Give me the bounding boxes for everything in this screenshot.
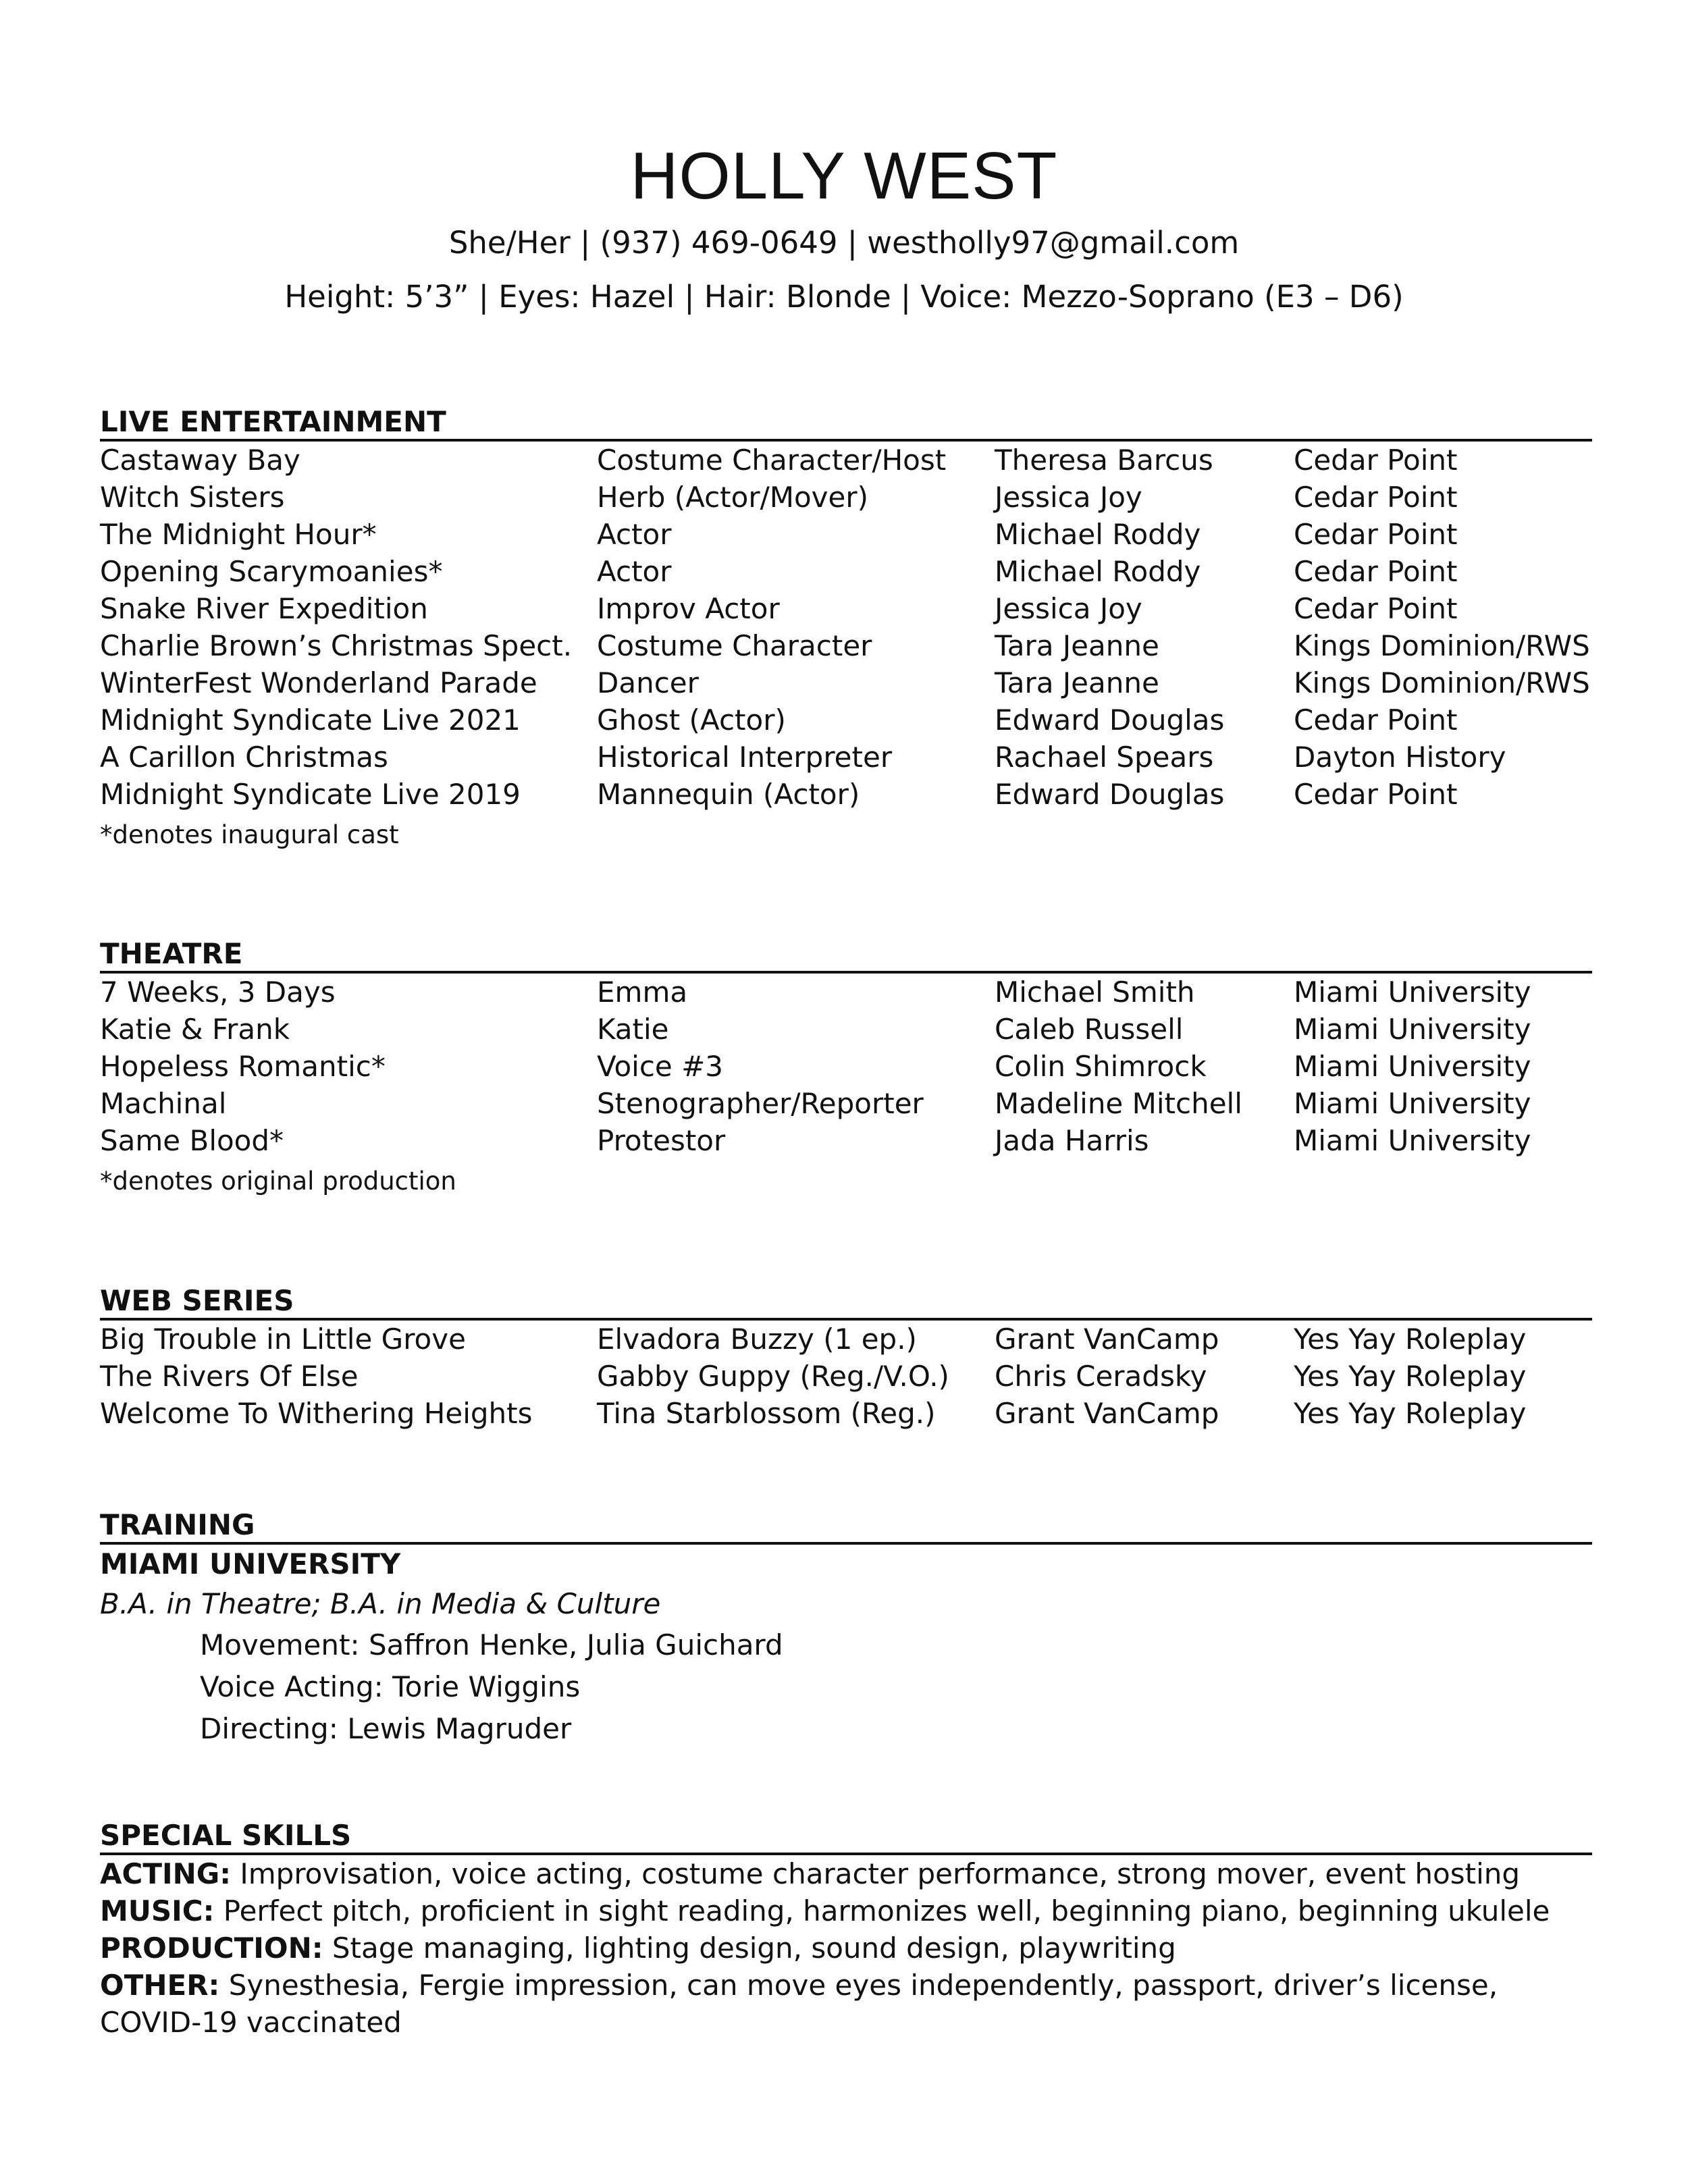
role-cell: Elvadora Buzzy (1 ep.) (597, 1323, 917, 1356)
section-heading: SPECIAL SKILLS (100, 1819, 1592, 1855)
venue-cell: Cedar Point (1294, 481, 1458, 514)
section-heading: WEB SERIES (100, 1284, 1592, 1321)
role-cell: Herb (Actor/Mover) (597, 481, 869, 514)
skill-text: Perfect pitch, proficient in sight reading, harmonizes well, beginning piano, beginning ukulele (214, 1894, 1550, 1927)
table-row (100, 1085, 1592, 1122)
venue-cell: Miami University (1294, 976, 1531, 1009)
director-cell: Jessica Joy (995, 481, 1142, 514)
production-cell: Hopeless Romantic* (100, 1050, 386, 1083)
training-item: Directing: Lewis Magruder (200, 1712, 572, 1745)
table-row (100, 664, 1592, 701)
contact-line: She/Her | (937) 469-0649 | westholly97@gmail.com (448, 225, 1240, 261)
role-cell: Costume Character/Host (597, 444, 947, 477)
special-skills-section (100, 1819, 1592, 2041)
theatre-table (100, 974, 1592, 1159)
venue-cell: Yes Yay Roleplay (1294, 1360, 1527, 1393)
role-cell: Actor (597, 555, 672, 588)
table-row (100, 516, 1592, 553)
venue-cell: Cedar Point (1294, 778, 1458, 811)
role-cell: Dancer (597, 666, 699, 699)
table-row (100, 1395, 1592, 1432)
production-cell: 7 Weeks, 3 Days (100, 976, 336, 1009)
role-cell: Actor (597, 518, 672, 551)
skill-label: OTHER: (100, 1969, 220, 2002)
director-cell: Michael Roddy (995, 555, 1201, 588)
production-cell: Charlie Brown’s Christmas Spect. (100, 629, 573, 662)
venue-cell: Miami University (1294, 1124, 1531, 1157)
venue-cell: Kings Dominion/RWS (1294, 629, 1590, 662)
training-section (100, 1508, 1592, 1750)
role-cell: Ghost (Actor) (597, 703, 786, 737)
skill-line (100, 1855, 1592, 1892)
production-cell: Katie & Frank (100, 1013, 290, 1046)
production-cell: Opening Scarymoanies* (100, 555, 443, 588)
director-cell: Tara Jeanne (995, 629, 1159, 662)
table-row (100, 1321, 1592, 1358)
production-cell: The Rivers Of Else (100, 1360, 359, 1393)
table-row (100, 1011, 1592, 1048)
role-cell: Historical Interpreter (597, 741, 893, 774)
role-cell: Improv Actor (597, 592, 780, 625)
table-row (100, 553, 1592, 590)
section-heading: TRAINING (100, 1508, 1592, 1545)
table-row (100, 701, 1592, 739)
role-cell: Stenographer/Reporter (597, 1087, 924, 1120)
production-cell: Midnight Syndicate Live 2021 (100, 703, 521, 737)
table-row (100, 776, 1592, 813)
director-cell: Rachael Spears (995, 741, 1214, 774)
role-cell: Protestor (597, 1124, 726, 1157)
director-cell: Grant VanCamp (995, 1397, 1219, 1430)
skill-label: PRODUCTION: (100, 1932, 323, 1965)
skill-label: ACTING: (100, 1857, 232, 1890)
skill-line (100, 1967, 1592, 2004)
web-series-table (100, 1321, 1592, 1432)
director-cell: Grant VanCamp (995, 1323, 1219, 1356)
venue-cell: Cedar Point (1294, 444, 1458, 477)
director-cell: Theresa Barcus (995, 444, 1213, 477)
director-cell: Michael Roddy (995, 518, 1201, 551)
skill-text: Stage managing, lighting design, sound design, playwriting (323, 1932, 1176, 1965)
table-row (100, 1048, 1592, 1085)
venue-cell: Cedar Point (1294, 555, 1458, 588)
table-row (100, 739, 1592, 776)
skill-label: MUSIC: (100, 1894, 215, 1927)
training-school: MIAMI UNIVERSITY (100, 1547, 401, 1580)
venue-cell: Cedar Point (1294, 518, 1458, 551)
production-cell: Welcome To Withering Heights (100, 1397, 533, 1430)
skill-line (100, 1929, 1592, 1967)
table-row (100, 627, 1592, 664)
production-cell: WinterFest Wonderland Parade (100, 666, 537, 699)
venue-cell: Cedar Point (1294, 703, 1458, 737)
director-cell: Madeline Mitchell (995, 1087, 1242, 1120)
role-cell: Costume Character (597, 629, 872, 662)
production-cell: The Midnight Hour* (100, 518, 377, 551)
theatre-section (100, 937, 1592, 1198)
venue-cell: Miami University (1294, 1013, 1531, 1046)
role-cell: Katie (597, 1013, 669, 1046)
director-cell: Jada Harris (995, 1124, 1149, 1157)
table-row (100, 479, 1592, 516)
production-cell: A Carillon Christmas (100, 741, 388, 774)
director-cell: Michael Smith (995, 976, 1195, 1009)
director-cell: Chris Ceradsky (995, 1360, 1207, 1393)
venue-cell: Dayton History (1294, 741, 1506, 774)
section-heading: THEATRE (100, 937, 1592, 974)
venue-cell: Miami University (1294, 1050, 1531, 1083)
section-note: *denotes original production (100, 1167, 456, 1196)
section-note: *denotes inaugural cast (100, 820, 399, 849)
production-cell: Snake River Expedition (100, 592, 428, 625)
director-cell: Colin Shimrock (995, 1050, 1207, 1083)
director-cell: Tara Jeanne (995, 666, 1159, 699)
role-cell: Tina Starblossom (Reg.) (597, 1397, 936, 1430)
venue-cell: Yes Yay Roleplay (1294, 1397, 1527, 1430)
training-item: Voice Acting: Torie Wiggins (200, 1670, 581, 1703)
skill-text: Improvisation, voice acting, costume character performance, strong mover, event hosting (231, 1857, 1521, 1890)
venue-cell: Yes Yay Roleplay (1294, 1323, 1527, 1356)
resume-name: HOLLY WEST (630, 138, 1058, 213)
production-cell: Machinal (100, 1087, 227, 1120)
training-item: Movement: Saffron Henke, Julia Guichard (200, 1628, 783, 1661)
web-series-section (100, 1284, 1592, 1432)
production-cell: Witch Sisters (100, 481, 285, 514)
section-heading: LIVE ENTERTAINMENT (100, 405, 1592, 442)
director-cell: Edward Douglas (995, 778, 1225, 811)
role-cell: Mannequin (Actor) (597, 778, 860, 811)
role-cell: Voice #3 (597, 1050, 724, 1083)
production-cell: Midnight Syndicate Live 2019 (100, 778, 521, 811)
table-row (100, 590, 1592, 627)
production-cell: Big Trouble in Little Grove (100, 1323, 466, 1356)
skill-text: Synesthesia, Fergie impression, can move eyes independently, passport, driver’s license, (219, 1969, 1498, 2002)
stats-line: Height: 5’3” | Eyes: Hazel | Hair: Blonde | Voice: Mezzo-Soprano (E3 – D6) (284, 279, 1404, 315)
table-row (100, 974, 1592, 1011)
training-degree: B.A. in Theatre; B.A. in Media & Culture (100, 1587, 661, 1620)
director-cell: Jessica Joy (995, 592, 1142, 625)
production-cell: Same Blood* (100, 1124, 284, 1157)
venue-cell: Kings Dominion/RWS (1294, 666, 1590, 699)
skill-line (100, 1892, 1592, 1929)
director-cell: Edward Douglas (995, 703, 1225, 737)
venue-cell: Cedar Point (1294, 592, 1458, 625)
skill-continuation: COVID-19 vaccinated (100, 2006, 402, 2039)
role-cell: Emma (597, 976, 688, 1009)
table-row (100, 1122, 1592, 1159)
table-row (100, 442, 1592, 479)
live-entertainment-section (100, 405, 1592, 852)
role-cell: Gabby Guppy (Reg./V.O.) (597, 1360, 949, 1393)
venue-cell: Miami University (1294, 1087, 1531, 1120)
live-entertainment-table (100, 442, 1592, 813)
director-cell: Caleb Russell (995, 1013, 1184, 1046)
table-row (100, 1358, 1592, 1395)
production-cell: Castaway Bay (100, 444, 300, 477)
